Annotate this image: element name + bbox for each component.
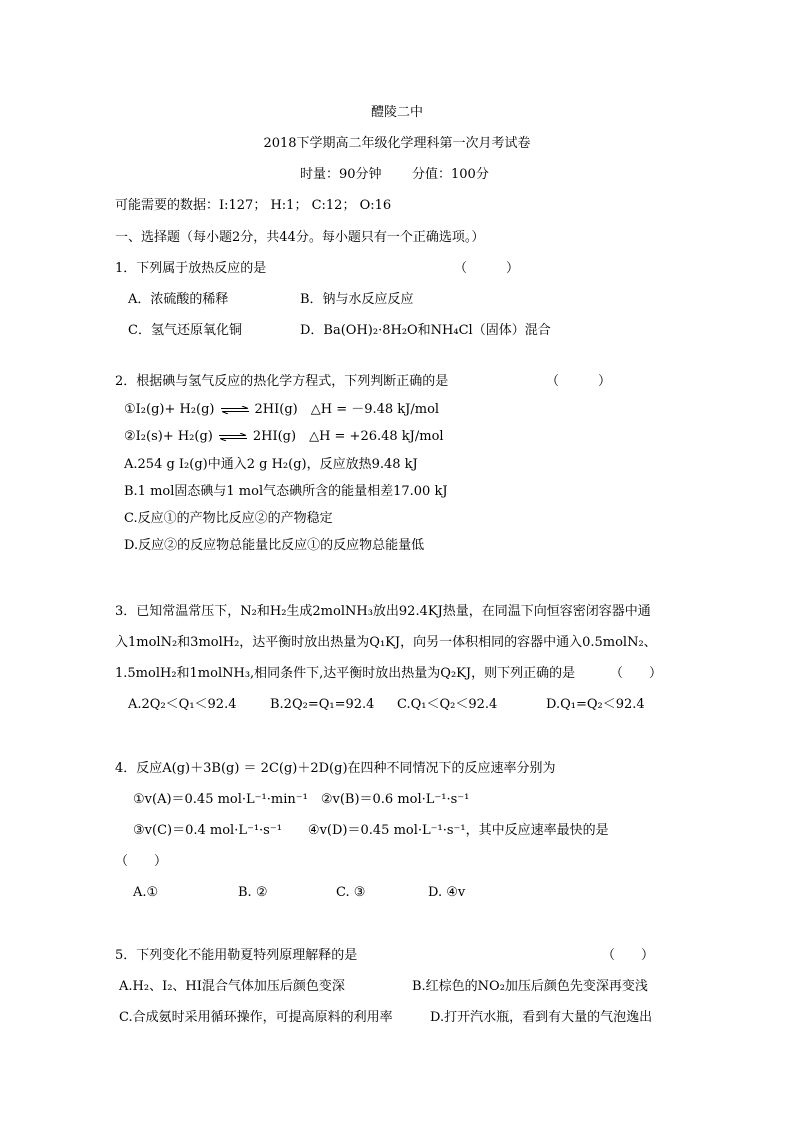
q2-option-a: A.254 g I₂(g)中通入2 g H₂(g)，反应放热9.48 kJ [124, 457, 418, 472]
q5-option-c: C.合成氨时采用循环操作，可提高原料的利用率 [119, 1010, 393, 1025]
q2-option-b: B.1 mol固态碘与1 mol气态碘所含的能量相差17.00 kJ [124, 484, 448, 499]
q2-equation-1 [124, 401, 439, 419]
section-title: 一、选择题（每小题2分，共44分。每小题只有一个正确选项。） [115, 230, 485, 245]
q1-option-a: A．浓硫酸的稀释 [128, 292, 229, 307]
q4-rates-line-1: ①v(A)＝0.45 mol·L⁻¹·min⁻¹ ②v(B)＝0.6 mol·L⁻¹·s⁻¹ [133, 792, 470, 807]
school-name: 醴陵二中 [370, 105, 423, 120]
q4-stem: 4．反应A(g)＋3B(g) ＝ 2C(g)＋2D(g)在四种不同情况下的反应速率分别为 [115, 761, 556, 776]
q3-option-b: B.2Q₂=Q₁=92.4 [270, 697, 375, 712]
q3-line-1: 3．已知常温常压下，N₂和H₂生成2molNH₃放出92.4KJ热量，在同温下向恒容密闭容器中通 [115, 604, 651, 619]
q2-eq2-left: ②I₂(s)+ H₂(g) [124, 429, 213, 444]
q2-eq2-right: 2HI(g) △H = +26.48 kJ/mol [252, 429, 444, 444]
data-line: 可能需要的数据：I:127； H:1； C:12； O:16 [115, 198, 392, 213]
q1-option-c: C．氢气还原氧化铜 [128, 323, 242, 338]
q4-option-b: B. ② [238, 885, 268, 900]
q5-answer-paren: （ ） [602, 948, 655, 963]
q4-answer-paren: （ ） [115, 854, 168, 869]
q2-eq1-right: 2HI(g) △H = －9.48 kJ/mol [254, 402, 440, 417]
q5-option-a: A.H₂、I₂、HI混合气体加压后颜色变深 [119, 979, 345, 994]
q4-rates-line-2: ③v(C)＝0.4 mol·L⁻¹·s⁻¹ ④v(D)＝0.45 mol·L⁻¹·s⁻¹，其中反应速率最快的是 [133, 823, 609, 838]
q3-line-2: 入1molN₂和3molH₂，达平衡时放出热量为Q₁KJ，向另一体积相同的容器中通入0.5molN₂、 [115, 635, 657, 650]
q1-option-d: D．Ba(OH)₂·8H₂O和NH₄Cl（固体）混合 [300, 323, 551, 338]
q1-answer-paren: （ ） [454, 261, 520, 276]
q5-option-d: D.打开汽水瓶，看到有大量的气泡逸出 [430, 1010, 653, 1025]
q3-option-d: D.Q₁=Q₂＜92.4 [546, 697, 645, 712]
q5-option-b: B.红棕色的NO₂加压后颜色先变深再变浅 [412, 979, 648, 994]
equilibrium-arrow-icon [219, 433, 247, 441]
q1-option-b: B．钠与水反应反应 [300, 292, 414, 307]
q3-option-c: C.Q₁＜Q₂＜92.4 [397, 697, 498, 712]
q2-stem: 2．根据碘与氢气反应的热化学方程式，下列判断正确的是 [115, 374, 449, 389]
score-info: 分值：100分 [412, 167, 489, 182]
q5-stem: 5．下列变化不能用勒夏特列原理解释的是 [115, 948, 358, 963]
q2-eq1-left: ①I₂(g)+ H₂(g) [124, 402, 215, 417]
q1-stem: 1．下列属于放热反应的是 [115, 261, 267, 276]
q4-option-d: D. ④v [428, 885, 466, 900]
q4-option-a: A.① [133, 885, 159, 900]
equilibrium-arrow-icon [221, 406, 249, 414]
q3-line-3: 1.5molH₂和1molNH₃,相同条件下,达平衡时放出热量为Q₂KJ，则下列正确的是 [115, 666, 576, 681]
q2-option-c: C.反应①的产物比反应②的产物稳定 [124, 511, 333, 526]
q2-option-d: D.反应②的反应物总能量比反应①的反应物总能量低 [124, 538, 425, 553]
q2-equation-2 [124, 428, 444, 446]
exam-title: 2018下学期高二年级化学理科第一次月考试卷 [263, 136, 531, 151]
time-info: 时量：90分钟 [300, 167, 382, 182]
q4-option-c: C. ③ [336, 885, 366, 900]
q3-option-a: A.2Q₂＜Q₁＜92.4 [128, 697, 237, 712]
q3-answer-paren: （ ） [610, 666, 663, 681]
q2-answer-paren: （ ） [546, 374, 612, 389]
